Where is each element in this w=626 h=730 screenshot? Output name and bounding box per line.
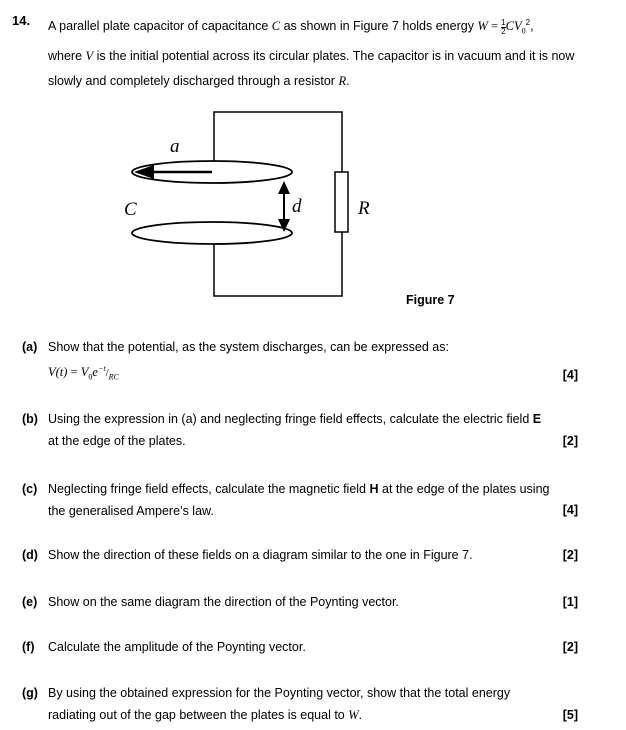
part-g-text: By using the obtained expression for the Poynting vector, show that the total energy radiating out of the gap between the plates is equal to W.: [48, 686, 511, 722]
part-c-label: (c): [22, 482, 38, 496]
part-f-marks: [2]: [562, 640, 578, 654]
capacitor-figure: [120, 108, 380, 298]
part-b-marks: [2]: [562, 434, 578, 448]
bottom-plate: [132, 222, 292, 244]
gap-arrowhead-up: [278, 181, 290, 194]
part-a-text: Show that the potential, as the system discharges, can be expressed as:: [48, 340, 449, 354]
fraction-half: $\frac{1}{2}$: [501, 18, 506, 37]
part-d-label: (d): [22, 548, 38, 562]
potential-equation: $V(t) = V_0e^{-t}/_{RC}$: [48, 364, 119, 382]
resistor: [335, 172, 348, 232]
part-g-label: (g): [22, 686, 38, 700]
part-c-marks: [4]: [562, 503, 578, 517]
part-e-text: Show on the same diagram the direction of the Poynting vector.: [48, 595, 399, 609]
figure-caption: Figure 7: [406, 293, 455, 307]
part-b-label: (b): [22, 412, 38, 426]
part-f-text: Calculate the amplitude of the Poynting vector.: [48, 640, 306, 654]
question-intro: A parallel plate capacitor of capacitance C as shown in Figure 7 holds energy W = $\frac{1}{2}$ $CV_0^2$, where V is the initial potential across its circular plates. The capacitor is in vacuum and it is now slowly and completely discharged through a resistor R.: [48, 18, 575, 88]
part-e-label: (e): [22, 595, 38, 609]
part-a-label: (a): [22, 340, 38, 354]
part-g-marks: [5]: [562, 708, 578, 722]
label-R: R: [358, 198, 370, 219]
part-a-marks: [4]: [562, 368, 578, 382]
part-d-text: Show the direction of these fields on a diagram similar to the one in Figure 7.: [48, 548, 473, 562]
part-e-marks: [1]: [562, 595, 578, 609]
label-C: C: [124, 199, 137, 220]
label-a: a: [170, 136, 180, 157]
part-b-text: Using the expression in (a) and neglecting fringe field effects, calculate the electric field E at the edge of the plates.: [48, 412, 542, 448]
part-f-label: (f): [22, 640, 35, 654]
question-number: 14.: [12, 13, 31, 28]
label-d: d: [292, 196, 302, 217]
part-c-text: Neglecting fringe field effects, calculate the magnetic field H at the edge of the plates using the generalised Ampere’s law.: [48, 482, 550, 518]
part-d-marks: [2]: [562, 548, 578, 562]
